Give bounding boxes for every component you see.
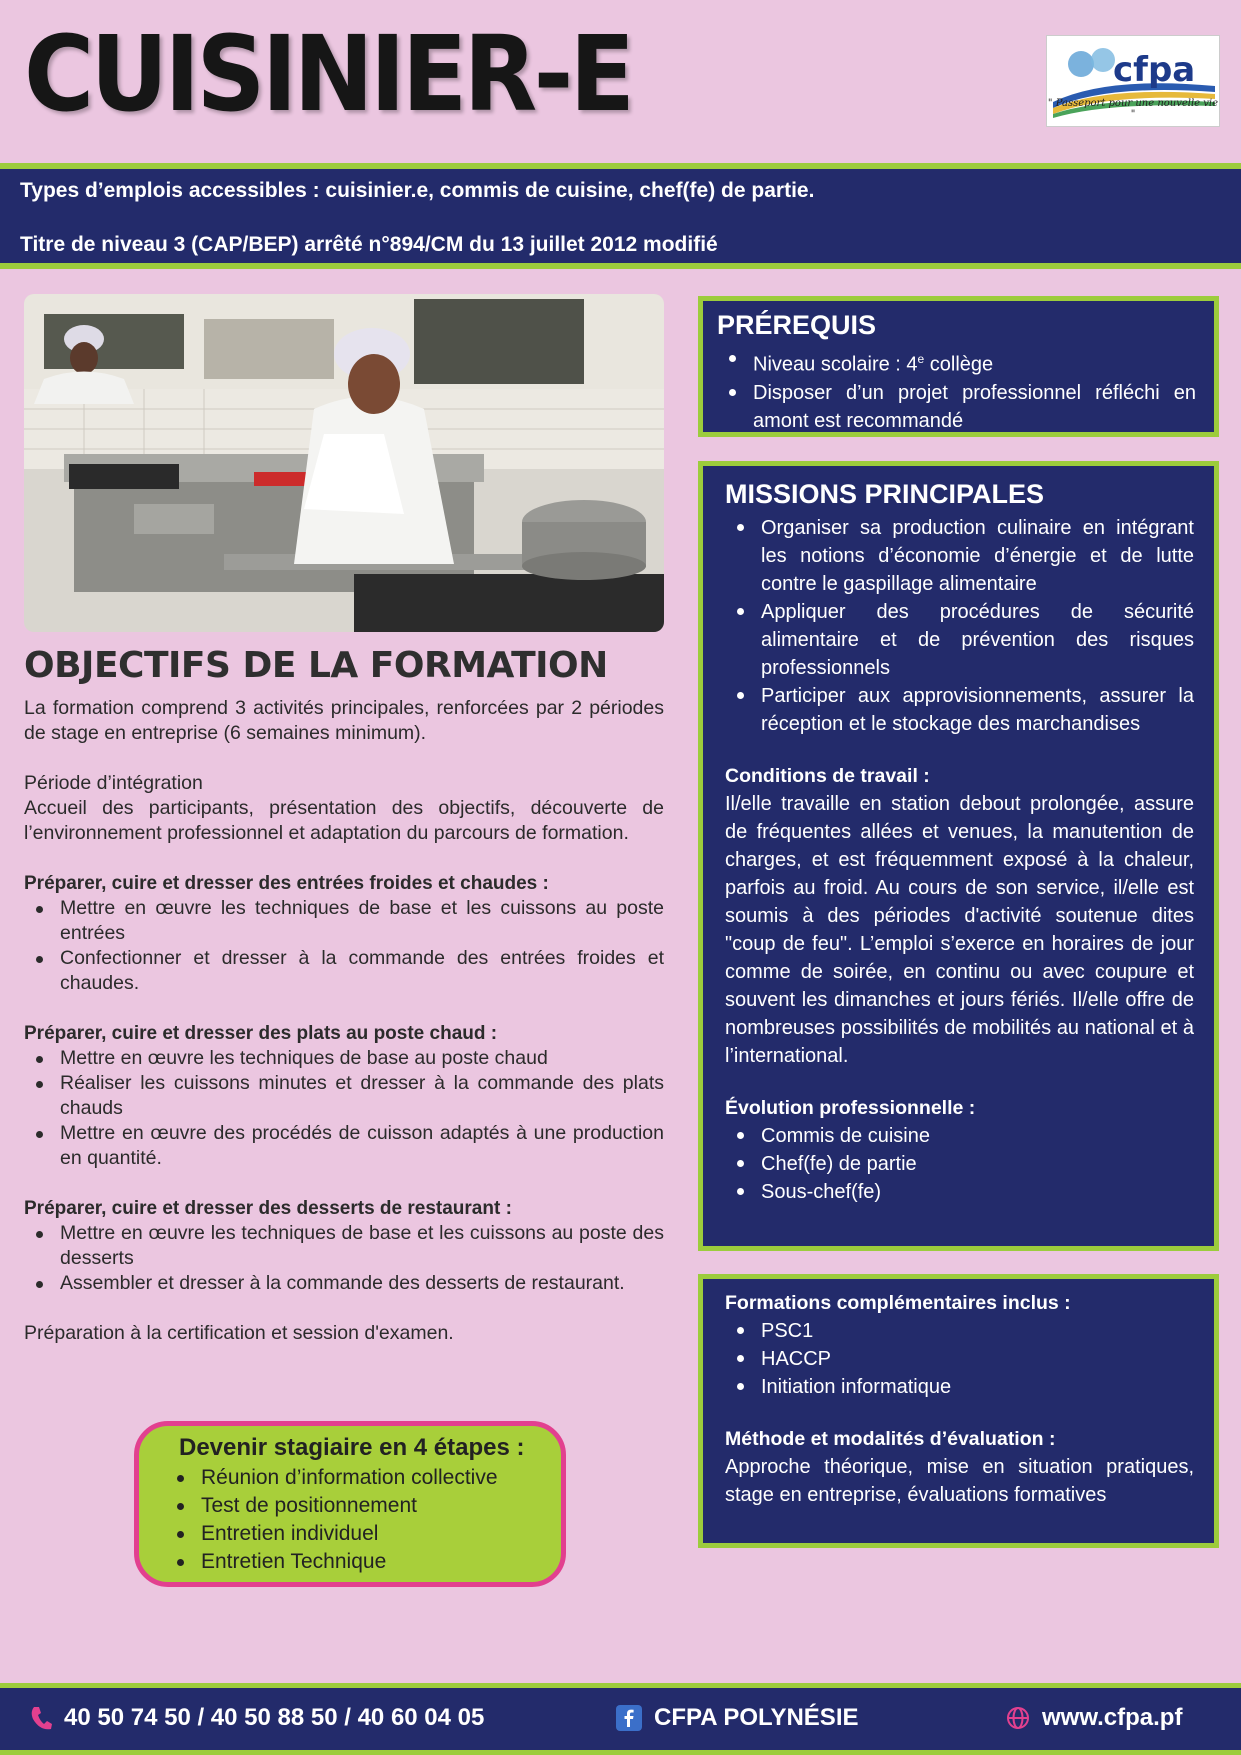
logo-word: cfpa <box>1113 50 1196 90</box>
list-item: Disposer d’un projet professionnel réfléchi en amont est recommandé <box>717 379 1196 435</box>
objectives-title: OBJECTIFS DE LA FORMATION <box>24 645 608 686</box>
evolution-list <box>725 1122 1194 1206</box>
info-banner <box>0 163 1241 269</box>
prerequisites-list <box>717 345 1196 435</box>
list-item: Appliquer des procédures de sécurité alimentaire et de prévention des risques professionnels <box>725 598 1194 682</box>
kitchen-photo <box>24 294 664 632</box>
list-item: Mettre en œuvre les techniques de base au poste chaud <box>24 1046 664 1071</box>
complementary-list <box>725 1317 1194 1401</box>
website-link[interactable]: www.cfpa.pf <box>1042 1704 1183 1731</box>
trainee-steps-list <box>173 1464 561 1576</box>
list-item: Commis de cuisine <box>725 1122 1194 1150</box>
missions-title: MISSIONS PRINCIPALES <box>725 479 1045 509</box>
complementary-training-box <box>698 1274 1219 1548</box>
list-item: Participer aux approvisionnements, assurer la réception et le stockage des marchandises <box>725 682 1194 738</box>
footer-facebook <box>616 1704 859 1732</box>
evolution-title: Évolution professionnelle : <box>725 1097 976 1119</box>
section-list <box>24 1221 664 1296</box>
prerequisites-title: PRÉREQUIS <box>717 310 877 340</box>
list-item: Sous-chef(fe) <box>725 1178 1194 1206</box>
list-item: Mettre en œuvre les techniques de base et les cuissons au poste entrées <box>24 896 664 946</box>
school-level-suffix: collège <box>924 353 994 376</box>
facebook-name[interactable]: CFPA POLYNÉSIE <box>654 1704 859 1731</box>
list-item: Test de positionnement <box>173 1492 561 1520</box>
section-title: Préparer, cuire et dresser des desserts de restaurant : <box>24 1198 512 1219</box>
objectives-intro: La formation comprend 3 activités principales, renforcées par 2 périodes de stage en entreprise (6 semaines minimum). <box>24 697 664 744</box>
list-item: Réunion d’information collective <box>173 1464 561 1492</box>
list-item <box>717 345 1196 379</box>
footer <box>0 1683 1241 1755</box>
school-level-text: Niveau scolaire : 4 <box>753 353 918 376</box>
phone-icon <box>30 1705 52 1731</box>
section-title: Préparer, cuire et dresser des entrées froides et chaudes : <box>24 873 549 894</box>
list-item: Mettre en œuvre les techniques de base et les cuissons au poste des desserts <box>24 1221 664 1271</box>
prerequisites-box <box>698 296 1219 437</box>
missions-list <box>725 514 1194 738</box>
integration-text: Accueil des participants, présentation des objectifs, découverte de l’environnement professionnel et adaptation du parcours de formation. <box>24 797 664 844</box>
missions-box <box>698 461 1219 1251</box>
footer-phones <box>30 1704 484 1732</box>
objectives-section <box>24 640 664 1346</box>
section-list <box>24 1046 664 1171</box>
trainee-steps-title: Devenir stagiaire en 4 étapes : <box>179 1434 525 1461</box>
list-item: Chef(fe) de partie <box>725 1150 1194 1178</box>
title-level-line: Titre de niveau 3 (CAP/BEP) arrêté n°894/CM du 13 juillet 2012 modifié <box>20 233 718 256</box>
list-item: Initiation informatique <box>725 1373 1194 1401</box>
cfpa-logo <box>1046 35 1220 127</box>
closing-text: Préparation à la certification et session d'examen. <box>24 1322 454 1344</box>
job-types-line: Types d’emplois accessibles : cuisinier.e, commis de cuisine, chef(fe) de partie. <box>20 179 815 202</box>
section-title: Préparer, cuire et dresser des plats au poste chaud : <box>24 1023 498 1044</box>
list-item: Entretien Technique <box>173 1548 561 1576</box>
list-item: Mettre en œuvre des procédés de cuisson adaptés à une production en quantité. <box>24 1121 664 1171</box>
become-trainee-box <box>134 1421 566 1587</box>
globe-icon <box>1006 1706 1030 1730</box>
logo-tagline: " Passeport pour une nouvelle vie " <box>1047 98 1219 120</box>
list-item: Organiser sa production culinaire en intégrant les notions d’économie d’énergie et de lutte contre le gaspillage alimentaire <box>725 514 1194 598</box>
phone-numbers[interactable]: 40 50 74 50 / 40 50 88 50 / 40 60 04 05 <box>64 1704 485 1731</box>
section-list <box>24 896 664 996</box>
facebook-icon <box>616 1705 642 1731</box>
conditions-title: Conditions de travail : <box>725 765 930 787</box>
list-item: Confectionner et dresser à la commande des entrées froides et chaudes. <box>24 946 664 996</box>
list-item: Assembler et dresser à la commande des desserts de restaurant. <box>24 1271 664 1296</box>
list-item: Réaliser les cuissons minutes et dresser à la commande des plats chauds <box>24 1071 664 1121</box>
page-title: CUISINIER-E <box>24 13 632 135</box>
integration-title: Période d’intégration <box>24 772 203 794</box>
conditions-text: Il/elle travaille en station debout prolongée, assure de fréquentes allées et venues, la manutention de charges, et est fréquemment exposé à la chaleur, parfois au froid. Au cours de son service, il/elle est soumis à des périodes d'activité soutenue dites "coup de feu". L’emploi s’exerce en horaires de jour comme de soirée, en continu ou avec coupure et souvent les dimanches et jours fériés. Il/elle offre de nombreuses possibilités de mobilités au national et à l’international. <box>725 793 1194 1067</box>
list-item: HACCP <box>725 1345 1194 1373</box>
school-level-sup: e <box>917 352 925 366</box>
list-item: PSC1 <box>725 1317 1194 1345</box>
footer-website <box>1006 1704 1182 1732</box>
evaluation-text: Approche théorique, mise en situation pratiques, stage en entreprise, évaluations formatives <box>725 1456 1194 1506</box>
evaluation-title: Méthode et modalités d’évaluation : <box>725 1428 1056 1450</box>
complementary-title: Formations complémentaires inclus : <box>725 1292 1071 1314</box>
list-item: Entretien individuel <box>173 1520 561 1548</box>
